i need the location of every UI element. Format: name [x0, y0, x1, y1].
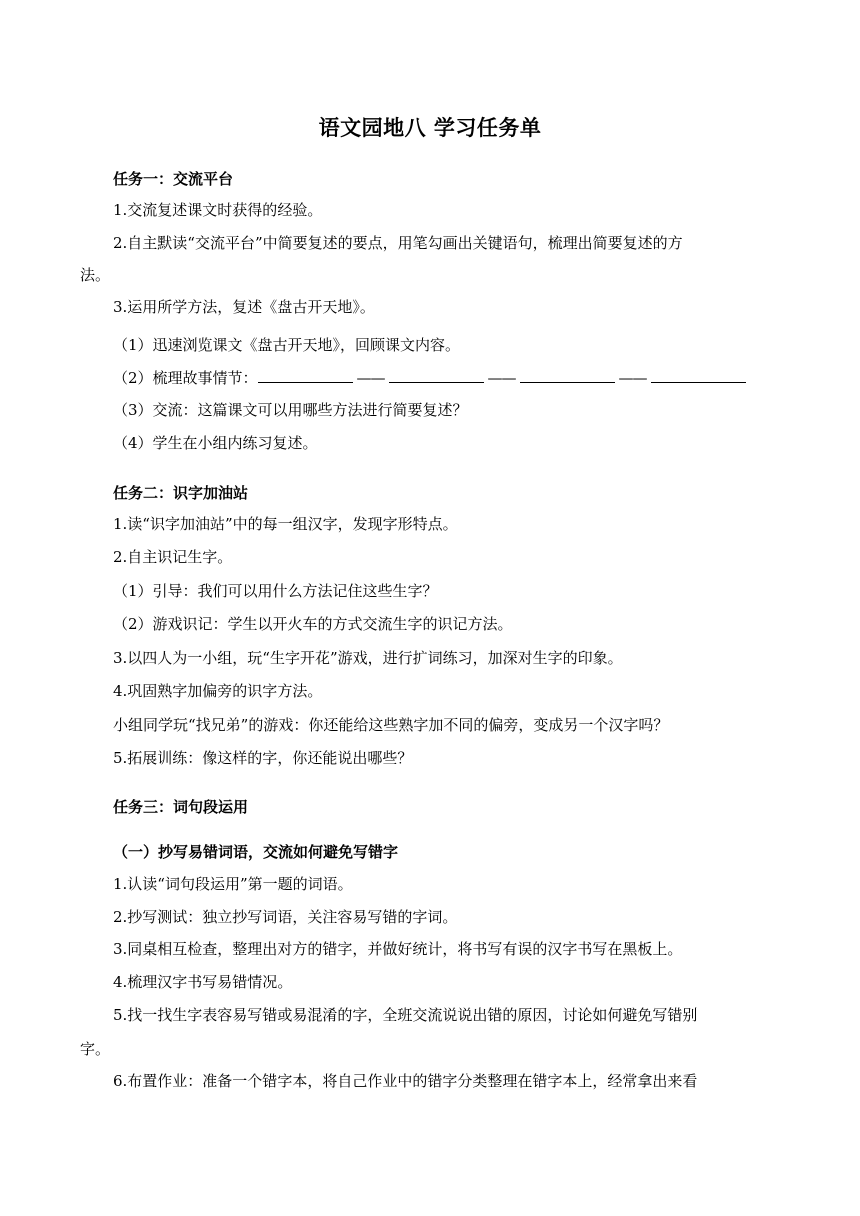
- task1-item-2-continued: 法。: [80, 266, 111, 284]
- plot-outline-label: （2）梳理故事情节：: [113, 369, 258, 387]
- task2-item-3: 3.以四人为一小组，玩“生字开花”游戏，进行扩词练习，加深对生字的印象。: [113, 649, 623, 667]
- task3-heading: 任务三：词句段运用: [113, 798, 249, 816]
- task1-item-2: 2.自主默读“交流平台”中简要复述的要点，用笔勾画出关键语句，梳理出简要复述的方: [113, 234, 683, 252]
- task2-item-4: 4.巩固熟字加偏旁的识字方法。: [113, 682, 323, 700]
- task1-sub-3: （3）交流：这篇课文可以用哪些方法进行简要复述？: [113, 401, 468, 419]
- dash-separator: ——: [356, 369, 385, 387]
- task1-heading: 任务一：交流平台: [113, 170, 234, 188]
- dash-separator: ——: [618, 369, 647, 387]
- fill-blank-2[interactable]: [389, 367, 484, 383]
- task3-subheading: （一）抄写易错词语，交流如何避免写错字: [113, 843, 399, 861]
- page-title: 语文园地八 学习任务单: [318, 116, 542, 140]
- task1-item-3: 3.运用所学方法，复述《盘古开天地》。: [113, 298, 375, 316]
- fill-blank-3[interactable]: [520, 367, 615, 383]
- task3-item-4: 4.梳理汉字书写易错情况。: [113, 973, 293, 991]
- task3-item-5-continued: 字。: [80, 1040, 111, 1058]
- task2-item-2: 2.自主识记生字。: [113, 548, 233, 566]
- task2-item-4-detail: 小组同学玩“找兄弟”的游戏：你还能给这些熟字加不同的偏旁，变成另一个汉字吗？: [113, 716, 669, 734]
- task2-item-5: 5.拓展训练：像这样的字，你还能说出哪些？: [113, 749, 413, 767]
- fill-blank-1[interactable]: [258, 367, 353, 383]
- task3-item-5: 5.找一找生字表容易写错或易混淆的字，全班交流说说出错的原因，讨论如何避免写错别: [113, 1006, 698, 1024]
- dash-separator: ——: [487, 369, 516, 387]
- task2-item-1: 1.读“识字加油站”中的每一组汉字，发现字形特点。: [113, 515, 458, 533]
- task2-sub-1: （1）引导：我们可以用什么方法记住这些生字？: [113, 582, 438, 600]
- task1-item-1: 1.交流复述课文时获得的经验。: [113, 201, 323, 219]
- task3-item-2: 2.抄写测试：独立抄写词语，关注容易写错的字词。: [113, 908, 458, 926]
- task1-sub-2: [113, 367, 773, 389]
- task2-heading: 任务二：识字加油站: [113, 484, 249, 502]
- task1-sub-1: （1）迅速浏览课文《盘古开天地》，回顾课文内容。: [113, 336, 461, 354]
- task3-item-6: 6.布置作业：准备一个错字本，将自己作业中的错字分类整理在错字本上，经常拿出来看: [113, 1072, 698, 1090]
- fill-blank-4[interactable]: [651, 367, 746, 383]
- task3-item-3: 3.同桌相互检查，整理出对方的错字，并做好统计，将书写有误的汉字书写在黑板上。: [113, 940, 683, 958]
- task2-sub-2: （2）游戏识记：学生以开火车的方式交流生字的识记方法。: [113, 615, 513, 633]
- task1-sub-4: （4）学生在小组内练习复述。: [113, 434, 318, 452]
- task3-item-1: 1.认读“词句段运用”第一题的词语。: [113, 875, 353, 893]
